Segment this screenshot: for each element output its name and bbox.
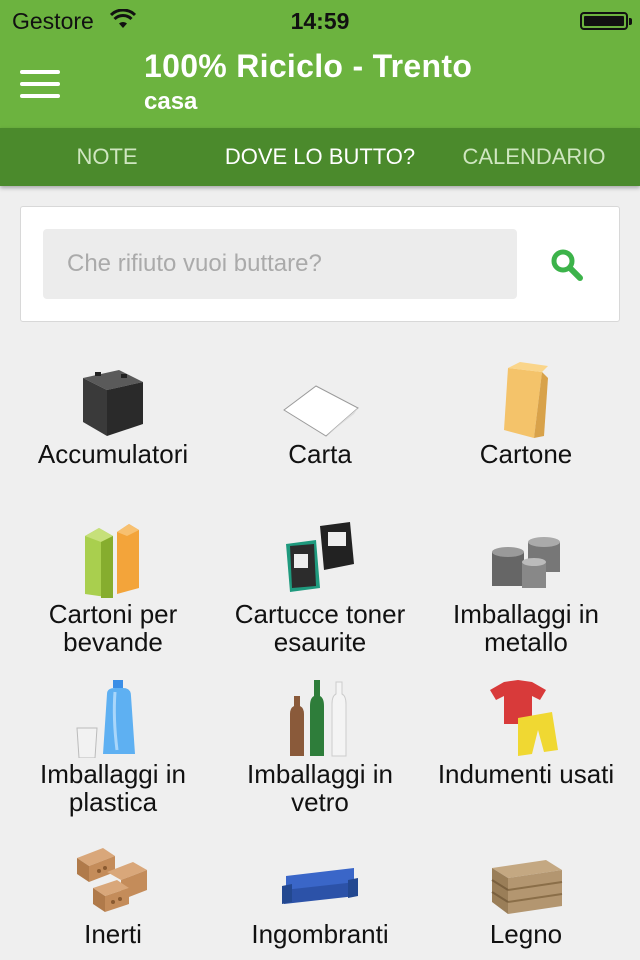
app-subtitle: casa: [144, 88, 198, 115]
battery-icon: [73, 358, 153, 438]
clock: 14:59: [290, 8, 350, 34]
category-carta[interactable]: [217, 340, 423, 500]
tab-dove-lo-butto[interactable]: DOVE LO BUTTO?: [224, 144, 416, 169]
category-label: Imballaggi in metallo: [453, 599, 599, 657]
app-title: 100% Riciclo - Trento: [144, 48, 473, 84]
menu-line-icon: [20, 70, 60, 74]
category-label: Cartucce toner esaurite: [234, 599, 406, 657]
category-label: Legno: [489, 919, 563, 949]
tab-note[interactable]: NOTE: [76, 144, 138, 169]
category-label: Imballaggi in vetro: [247, 759, 393, 817]
menu-line-icon: [20, 82, 60, 86]
category-label: Ingombranti: [251, 919, 389, 949]
category-indumenti-usati[interactable]: [423, 660, 629, 820]
category-cartucce-toner[interactable]: [217, 500, 423, 660]
ink-cartridges-icon: [280, 518, 360, 598]
category-label: Cartone: [479, 439, 573, 469]
bricks-icon: [73, 838, 153, 918]
category-cartoni-per-bevande[interactable]: [10, 500, 216, 660]
clothes-icon: [486, 678, 566, 758]
category-label: Indumenti usati: [437, 759, 615, 789]
category-imballaggi-plastica[interactable]: [10, 660, 216, 820]
sofa-icon: [280, 838, 360, 918]
metal-cans-icon: [486, 518, 566, 598]
plastic-bottle-icon: [73, 678, 153, 758]
category-cartone[interactable]: [423, 340, 629, 500]
category-label: Accumulatori: [37, 439, 189, 469]
battery-icon: [580, 12, 628, 30]
app-bar: [0, 40, 640, 128]
category-label: Cartoni per bevande: [48, 599, 178, 657]
search-card: [20, 206, 620, 322]
wooden-crate-icon: [486, 838, 566, 918]
tab-bar: [0, 128, 640, 186]
category-inerti[interactable]: [10, 820, 216, 960]
search-icon[interactable]: [549, 247, 585, 283]
tab-calendario[interactable]: CALENDARIO: [462, 144, 606, 169]
carrier-name: Gestore: [12, 8, 94, 34]
category-label: Imballaggi in plastica: [40, 759, 186, 817]
search-input[interactable]: [43, 229, 517, 299]
drink-cartons-icon: [73, 518, 153, 598]
paper-icon: [280, 358, 360, 438]
menu-line-icon: [20, 94, 60, 98]
category-label: Carta: [288, 439, 352, 469]
category-legno[interactable]: [423, 820, 629, 960]
category-imballaggi-vetro[interactable]: [217, 660, 423, 820]
status-bar: [0, 0, 640, 40]
cardboard-bag-icon: [486, 358, 566, 438]
glass-bottles-icon: [280, 678, 360, 758]
category-imballaggi-metallo[interactable]: [423, 500, 629, 660]
category-ingombranti[interactable]: [217, 820, 423, 960]
hamburger-menu-button[interactable]: [20, 70, 60, 98]
category-label: Inerti: [84, 919, 142, 949]
category-accumulatori[interactable]: [10, 340, 216, 500]
